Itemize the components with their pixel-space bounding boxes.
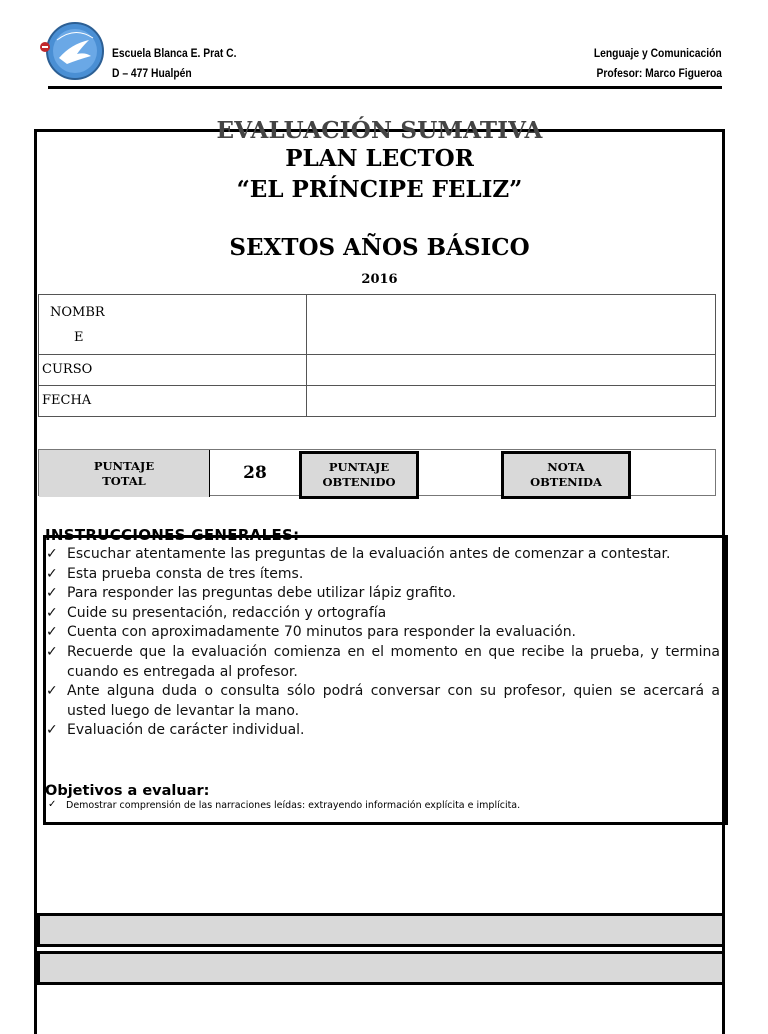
objectives-list bbox=[48, 800, 520, 811]
obtained-score-label-line2: OBTENIDO bbox=[322, 475, 396, 489]
instruction-text: Evaluación de carácter individual. bbox=[67, 722, 305, 739]
grade-field[interactable] bbox=[631, 450, 715, 497]
total-score-label-line2: TOTAL bbox=[102, 473, 146, 488]
instruction-text: Esta prueba consta de tres ítems. bbox=[67, 565, 304, 582]
check-icon: ✓ bbox=[48, 799, 57, 810]
student-info-table bbox=[38, 294, 716, 417]
school-code: D – 477 Hualpén bbox=[112, 66, 192, 80]
list-item bbox=[44, 545, 720, 565]
shaded-bar bbox=[37, 951, 725, 985]
grade-label-line2: OBTENIDA bbox=[530, 475, 602, 489]
check-icon: ✓ bbox=[46, 683, 58, 700]
obtained-score-label bbox=[299, 451, 419, 499]
instructions-list bbox=[44, 545, 720, 741]
subject-name: Lenguaje y Comunicación bbox=[594, 46, 722, 60]
check-icon: ✓ bbox=[46, 604, 58, 621]
name-row bbox=[39, 295, 716, 355]
list-item bbox=[44, 604, 720, 624]
date-field[interactable] bbox=[307, 386, 716, 417]
check-icon: ✓ bbox=[46, 624, 58, 641]
header-divider bbox=[48, 86, 722, 89]
instruction-text: Recuerde que la evaluación comienza en el momento en que recibe la prueba, y termina cuando es entregada al profesor. bbox=[67, 643, 720, 680]
book-title: “EL PRÍNCIPE FELIZ” bbox=[236, 176, 523, 203]
grade-label-line1: NOTA bbox=[547, 460, 585, 475]
course-field[interactable] bbox=[307, 355, 716, 386]
list-item bbox=[44, 623, 720, 643]
list-item bbox=[44, 584, 720, 604]
name-label-line1: NOMBR bbox=[50, 305, 105, 320]
check-icon: ✓ bbox=[46, 643, 58, 660]
school-name: Escuela Blanca E. Prat C. bbox=[112, 46, 237, 60]
instruction-text: Cuide su presentación, redacción y ortografía bbox=[67, 604, 387, 621]
list-item bbox=[44, 721, 720, 741]
check-icon: ✓ bbox=[46, 565, 58, 582]
teacher-name: Profesor: Marco Figueroa bbox=[596, 66, 722, 80]
name-label-line2: E bbox=[74, 330, 84, 345]
grade-level: SEXTOS AÑOS BÁSICO bbox=[229, 234, 530, 261]
obtained-score-field[interactable] bbox=[419, 450, 501, 497]
name-field[interactable] bbox=[307, 295, 716, 355]
date-row bbox=[39, 386, 716, 417]
total-score-label bbox=[39, 450, 210, 497]
total-score-value: 28 bbox=[243, 463, 267, 484]
course-row bbox=[39, 355, 716, 386]
course-label: CURSO bbox=[39, 355, 307, 386]
obtained-score-label-line1: PUNTAJE bbox=[328, 460, 390, 475]
exam-title: EVALUACIÓN SUMATIVA bbox=[216, 117, 543, 144]
instruction-text: Cuenta con aproximadamente 70 minutos para responder la evaluación. bbox=[67, 624, 577, 641]
instruction-text: Escuchar atentamente las preguntas de la evaluación antes de comenzar a contestar. bbox=[67, 546, 671, 562]
shaded-bar bbox=[37, 913, 725, 947]
total-score-label-line1: PUNTAJE bbox=[93, 458, 155, 473]
date-label: FECHA bbox=[39, 386, 307, 417]
instruction-text: Para responder las preguntas debe utilizar lápiz grafito. bbox=[67, 585, 457, 602]
instructions-heading: INSTRUCCIONES GENERALES: bbox=[45, 526, 300, 544]
list-item bbox=[48, 800, 520, 811]
grade-label bbox=[501, 451, 631, 499]
objectives-heading: Objetivos a evaluar: bbox=[45, 783, 210, 799]
check-icon: ✓ bbox=[46, 585, 58, 602]
list-item bbox=[44, 643, 720, 682]
instruction-text: Ante alguna duda o consulta sólo podrá conversar con su profesor, quien se acercará a usted luego de levantar la mano. bbox=[67, 683, 720, 719]
exam-year: 2016 bbox=[361, 272, 398, 287]
list-item bbox=[44, 682, 720, 721]
score-row bbox=[38, 449, 716, 496]
school-logo bbox=[37, 14, 109, 86]
exam-subtitle: PLAN LECTOR bbox=[285, 145, 474, 172]
check-icon: ✓ bbox=[46, 546, 58, 562]
name-label bbox=[39, 295, 307, 355]
list-item bbox=[44, 565, 720, 585]
check-icon: ✓ bbox=[46, 722, 58, 739]
objective-text: Demostrar comprensión de las narraciones leídas: extrayendo información explícita e implícita. bbox=[66, 800, 521, 811]
